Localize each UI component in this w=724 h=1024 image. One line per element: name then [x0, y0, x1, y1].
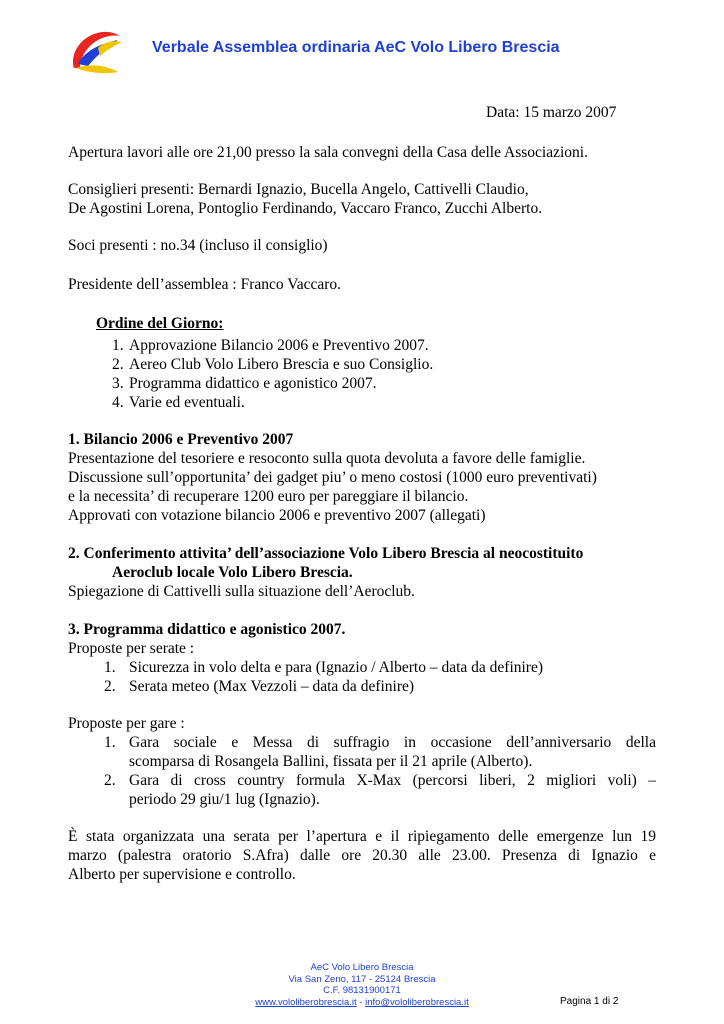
agenda-item: Approvazione Bilancio 2006 e Preventivo 2007. — [129, 337, 429, 354]
evenings-label: Proposte per serate : — [68, 640, 195, 657]
list-item-number: 2. — [104, 772, 116, 789]
footer-address: Via San Zeno, 117 - 25124 Brescia — [288, 974, 436, 985]
agenda-item-number: 3. — [112, 375, 124, 392]
agenda-item: Varie ed eventuali. — [129, 394, 245, 411]
section-line: Spiegazione di Cattivelli sulla situazione dell’Aeroclub. — [68, 583, 415, 600]
councillors-line: De Agostini Lorena, Pontoglio Ferdinando, Vaccaro Franco, Zucchi Alberto. — [68, 200, 543, 217]
section-heading: 2. Conferimento attivita’ dell’associazione Volo Libero Brescia al neocostituito — [68, 545, 584, 562]
section-heading: 1. Bilancio 2006 e Preventivo 2007 — [68, 431, 294, 448]
opening-text: Apertura lavori alle ore 21,00 presso la sala convegni della Casa delle Associazioni. — [68, 144, 588, 161]
agenda-item-number: 2. — [112, 356, 124, 373]
section-line: Approvati con votazione bilancio 2006 e preventivo 2007 (allegati) — [68, 507, 486, 524]
section-line: e la necessita’ di recuperare 1200 euro per pareggiare il bilancio. — [68, 488, 469, 505]
list-item: Gara sociale e Messa di suffragio in occasione dell’anniversario della — [129, 734, 656, 751]
councillors-line: Consiglieri presenti: Bernardi Ignazio, Bucella Angelo, Cattivelli Claudio, — [68, 181, 529, 198]
document-title: Verbale Assemblea ordinaria AeC Volo Libero Brescia — [152, 39, 560, 56]
assembly-president: Presidente dell’assemblea : Franco Vaccaro. — [68, 276, 342, 293]
list-item: Sicurezza in volo delta e para (Ignazio / Alberto – data da definire) — [129, 659, 544, 676]
closing-line: Alberto per supervisione e controllo. — [68, 866, 296, 883]
races-label: Proposte per gare : — [68, 715, 185, 732]
agenda-item-number: 1. — [112, 337, 124, 354]
list-item: scomparsa di Rosangela Ballini, fissata per il 21 aprile (Alberto). — [129, 753, 533, 770]
footer-separator: - — [356, 997, 366, 1008]
page-number: Pagina 1 di 2 — [560, 996, 619, 1007]
closing-line: È stata organizzata una serata per l’apertura e il ripiegamento delle emergenze lun 19 — [68, 828, 656, 845]
section-heading: 3. Programma didattico e agonistico 2007. — [68, 621, 346, 638]
list-item-number: 2. — [104, 678, 116, 695]
section-heading: Aeroclub locale Volo Libero Brescia. — [112, 564, 353, 581]
footer-tax-code: C.F. 98131900171 — [323, 985, 401, 996]
meeting-date: Data: 15 marzo 2007 — [486, 104, 617, 121]
agenda-item: Aereo Club Volo Libero Brescia e suo Consiglio. — [129, 356, 434, 373]
section-line: Discussione sull’opportunita’ dei gadget piu’ o meno costosi (1000 euro preventivati) — [68, 469, 597, 486]
club-logo-icon — [68, 28, 124, 78]
list-item-number: 1. — [104, 734, 116, 751]
email-link[interactable]: info@vololiberobrescia.it — [365, 997, 469, 1008]
section-line: Presentazione del tesoriere e resoconto sulla quota devoluta a favore delle famiglie. — [68, 450, 586, 467]
agenda-heading: Ordine del Giorno: — [96, 315, 224, 332]
agenda-item: Programma didattico e agonistico 2007. — [129, 375, 377, 392]
closing-line: marzo (palestra oratorio S.Afra) dalle ore 20.30 alle 23.00. Presenza di Ignazio e — [68, 847, 656, 864]
list-item: Gara di cross country formula X-Max (percorsi liberi, 2 migliori voli) – — [129, 772, 656, 789]
list-item: Serata meteo (Max Vezzoli – data da definire) — [129, 678, 415, 695]
members-present: Soci presenti : no.34 (incluso il consiglio) — [68, 237, 328, 254]
website-link[interactable]: www.vololiberobrescia.it — [255, 997, 357, 1008]
list-item: periodo 29 giu/1 lug (Ignazio). — [129, 791, 320, 808]
footer-org: AeC Volo Libero Brescia — [310, 962, 414, 973]
list-item-number: 1. — [104, 659, 116, 676]
agenda-item-number: 4. — [112, 394, 124, 411]
